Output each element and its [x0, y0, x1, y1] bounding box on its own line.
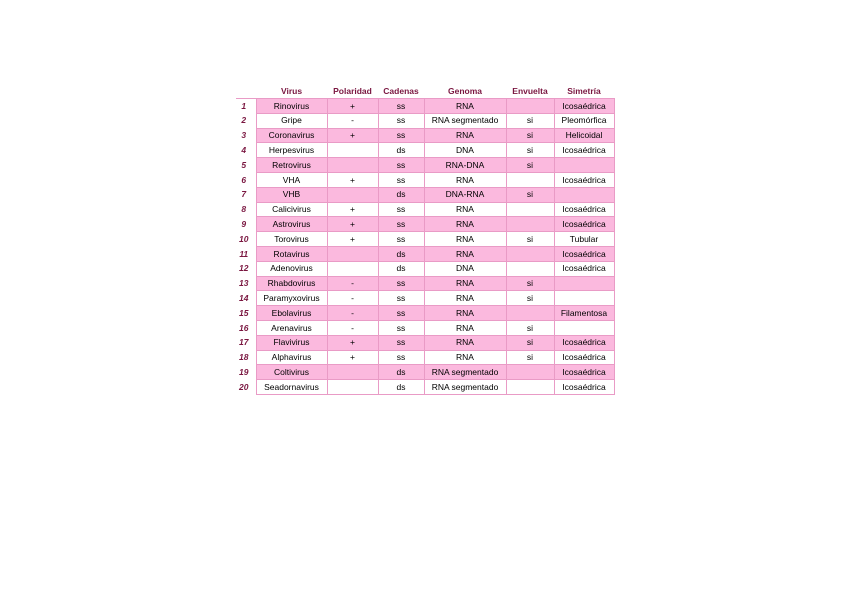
virus-cell: Retrovirus	[256, 158, 327, 173]
genoma-cell: DNA	[424, 143, 506, 158]
polaridad-cell: +	[327, 172, 378, 187]
polaridad-cell	[327, 187, 378, 202]
table-row	[236, 99, 614, 114]
virus-cell: Coltivirus	[256, 365, 327, 380]
simetria-cell: Filamentosa	[554, 306, 614, 321]
cadenas-cell: ss	[378, 158, 424, 173]
table-row	[236, 232, 614, 247]
cadenas-cell: ss	[378, 276, 424, 291]
table-row	[236, 113, 614, 128]
simetria-cell: Icosaédrica	[554, 143, 614, 158]
envuelta-cell	[506, 261, 554, 276]
table-header	[236, 84, 614, 99]
genoma-cell: RNA	[424, 335, 506, 350]
cadenas-cell: ss	[378, 217, 424, 232]
table-row	[236, 291, 614, 306]
simetria-cell: Helicoidal	[554, 128, 614, 143]
polaridad-cell	[327, 246, 378, 261]
virus-cell: Calicivirus	[256, 202, 327, 217]
row-number: 13	[239, 278, 249, 289]
envuelta-cell	[506, 99, 554, 114]
genoma-cell: DNA-RNA	[424, 187, 506, 202]
simetria-cell: Tubular	[554, 232, 614, 247]
genoma-cell: RNA	[424, 276, 506, 291]
row-number: 11	[239, 248, 249, 259]
simetria-cell: Icosaédrica	[554, 365, 614, 380]
envuelta-cell	[506, 217, 554, 232]
cadenas-cell: ss	[378, 350, 424, 365]
virus-cell: Herpesvirus	[256, 143, 327, 158]
envuelta-cell: si	[506, 113, 554, 128]
row-number: 1	[236, 99, 256, 114]
virus-cell: Rotavirus	[256, 246, 327, 261]
column-header-cadenas: Cadenas	[383, 85, 419, 96]
genoma-cell: RNA	[424, 291, 506, 306]
simetria-cell	[554, 291, 614, 306]
table-row	[236, 261, 614, 276]
row-number: 9	[241, 219, 247, 230]
row-number: 7	[241, 189, 247, 200]
table-row	[236, 320, 614, 335]
row-number: 4	[241, 145, 247, 156]
envuelta-cell: si	[506, 158, 554, 173]
cadenas-cell: ds	[378, 143, 424, 158]
polaridad-cell: -	[327, 276, 378, 291]
table-row	[236, 187, 614, 202]
virus-cell: Arenavirus	[256, 320, 327, 335]
virus-cell: Flavivirus	[256, 335, 327, 350]
simetria-cell	[554, 158, 614, 173]
virus-cell: Rhabdovirus	[256, 276, 327, 291]
envuelta-cell	[506, 202, 554, 217]
table-row	[236, 158, 614, 173]
envuelta-cell: si	[506, 320, 554, 335]
envuelta-cell: si	[506, 128, 554, 143]
genoma-cell: RNA	[424, 232, 506, 247]
cadenas-cell: ss	[378, 202, 424, 217]
simetria-cell	[554, 276, 614, 291]
polaridad-cell	[327, 143, 378, 158]
column-header-polaridad: Polaridad	[333, 85, 372, 96]
polaridad-cell: -	[327, 113, 378, 128]
row-number: 6	[241, 174, 247, 185]
cadenas-cell: ss	[378, 320, 424, 335]
cadenas-cell: ds	[378, 261, 424, 276]
genoma-cell: RNA segmentado	[424, 380, 506, 395]
virus-cell: VHB	[256, 187, 327, 202]
envuelta-cell	[506, 380, 554, 395]
genoma-cell: RNA segmentado	[424, 365, 506, 380]
row-number: 18	[239, 352, 249, 363]
row-number: 15	[239, 307, 249, 318]
polaridad-cell	[327, 261, 378, 276]
virus-cell: Ebolavirus	[256, 306, 327, 321]
polaridad-cell: +	[327, 99, 378, 114]
envuelta-cell	[506, 246, 554, 261]
cadenas-cell: ss	[378, 335, 424, 350]
column-header-virus: Virus	[280, 85, 303, 96]
column-header-genoma: Genoma	[447, 85, 482, 96]
polaridad-cell: +	[327, 335, 378, 350]
table-row	[236, 276, 614, 291]
table-row	[236, 217, 614, 232]
cadenas-cell: ss	[378, 128, 424, 143]
envuelta-cell: si	[506, 276, 554, 291]
cadenas-cell: ds	[378, 365, 424, 380]
envuelta-cell: si	[506, 143, 554, 158]
polaridad-cell: -	[327, 291, 378, 306]
virus-cell: VHA	[256, 172, 327, 187]
envuelta-cell: si	[506, 350, 554, 365]
genoma-cell: RNA-DNA	[424, 158, 506, 173]
genoma-cell: RNA	[424, 320, 506, 335]
genoma-cell: RNA segmentado	[424, 113, 506, 128]
envuelta-cell	[506, 306, 554, 321]
polaridad-cell: +	[327, 350, 378, 365]
cadenas-cell: ss	[378, 306, 424, 321]
simetria-cell: Icosaédrica	[554, 380, 614, 395]
table-row	[236, 128, 614, 143]
header-row	[236, 84, 614, 99]
table-row	[236, 202, 614, 217]
column-header-envuelta: Envuelta	[512, 85, 548, 96]
genoma-cell: RNA	[424, 202, 506, 217]
polaridad-cell: +	[327, 217, 378, 232]
simetria-cell: Icosaédrica	[554, 99, 614, 114]
envuelta-cell: si	[506, 187, 554, 202]
cadenas-cell: ss	[378, 291, 424, 306]
polaridad-cell: +	[327, 128, 378, 143]
cadenas-cell: ss	[378, 99, 424, 114]
envuelta-cell: si	[506, 291, 554, 306]
virus-cell: Adenovirus	[256, 261, 327, 276]
virus-cell: Seadornavirus	[256, 380, 327, 395]
genoma-cell: DNA	[424, 261, 506, 276]
genoma-cell: RNA	[424, 246, 506, 261]
simetria-cell: Icosaédrica	[554, 246, 614, 261]
simetria-cell: Icosaédrica	[554, 202, 614, 217]
polaridad-cell	[327, 158, 378, 173]
row-number: 12	[239, 263, 249, 274]
table-row	[236, 246, 614, 261]
cadenas-cell: ss	[378, 113, 424, 128]
row-number: 10	[239, 233, 249, 244]
simetria-cell: Icosaédrica	[554, 350, 614, 365]
cadenas-cell: ss	[378, 172, 424, 187]
row-number: 8	[241, 204, 247, 215]
simetria-cell: Icosaédrica	[554, 261, 614, 276]
simetria-cell: Icosaédrica	[554, 217, 614, 232]
simetria-cell: Pleomórfica	[554, 113, 614, 128]
row-number-header	[236, 84, 256, 99]
polaridad-cell: -	[327, 320, 378, 335]
table-row	[236, 335, 614, 350]
genoma-cell: RNA	[424, 217, 506, 232]
virus-cell: Torovirus	[256, 232, 327, 247]
polaridad-cell: -	[327, 306, 378, 321]
simetria-cell	[554, 187, 614, 202]
genoma-cell: RNA	[424, 128, 506, 143]
row-number: 19	[239, 366, 249, 377]
simetria-cell: Icosaédrica	[554, 335, 614, 350]
row-number: 17	[239, 337, 249, 348]
row-number: 16	[239, 322, 249, 333]
virus-cell: Paramyxovirus	[256, 291, 327, 306]
table-row	[236, 365, 614, 380]
table-row	[236, 143, 614, 158]
table-body	[236, 99, 614, 395]
column-header-simetria: Simetría	[567, 85, 601, 96]
table-row	[236, 172, 614, 187]
cadenas-cell: ss	[378, 232, 424, 247]
virus-cell: Astrovirus	[256, 217, 327, 232]
cadenas-cell: ds	[378, 380, 424, 395]
virus-cell: Gripe	[256, 113, 327, 128]
cadenas-cell: ds	[378, 187, 424, 202]
row-number: 14	[239, 293, 249, 303]
table-row	[236, 306, 614, 321]
row-number: 2	[241, 115, 247, 126]
polaridad-cell	[327, 365, 378, 380]
table-row	[236, 380, 614, 395]
genoma-cell: RNA	[424, 350, 506, 365]
virus-cell: Alphavirus	[256, 350, 327, 365]
genoma-cell: RNA	[424, 306, 506, 321]
envuelta-cell	[506, 172, 554, 187]
envuelta-cell: si	[506, 335, 554, 350]
polaridad-cell	[327, 380, 378, 395]
row-number: 3	[241, 130, 247, 141]
simetria-cell: Icosaédrica	[554, 172, 614, 187]
simetria-cell	[554, 320, 614, 335]
table-row	[236, 350, 614, 365]
genoma-cell: RNA	[424, 99, 506, 114]
virus-cell: Rinovirus	[256, 99, 327, 114]
virus-table	[236, 84, 615, 395]
envuelta-cell: si	[506, 232, 554, 247]
row-number: 20	[239, 381, 249, 392]
row-number: 5	[241, 159, 247, 170]
polaridad-cell: +	[327, 232, 378, 247]
cadenas-cell: ds	[378, 246, 424, 261]
polaridad-cell: +	[327, 202, 378, 217]
genoma-cell: RNA	[424, 172, 506, 187]
virus-cell: Coronavirus	[256, 128, 327, 143]
envuelta-cell	[506, 365, 554, 380]
